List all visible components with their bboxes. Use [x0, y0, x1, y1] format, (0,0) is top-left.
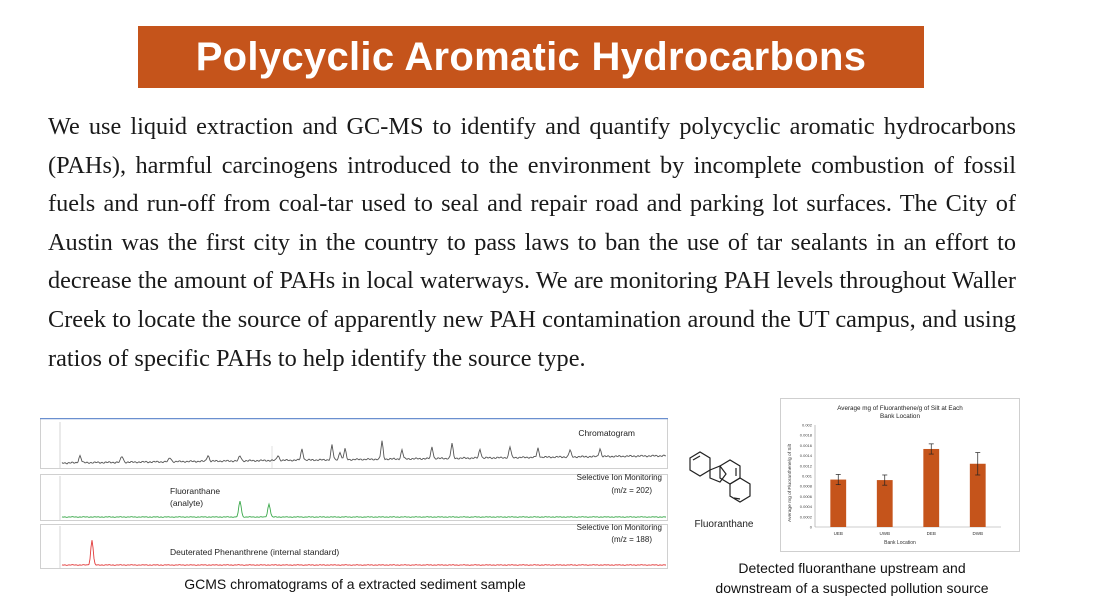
chromatogram-svg — [40, 418, 668, 570]
sim188-panel — [41, 525, 668, 569]
title-banner — [138, 26, 924, 88]
chart-title-line2: Bank Location — [880, 413, 920, 420]
chromatogram-figure — [40, 418, 668, 570]
tic-label: Chromatogram — [578, 428, 635, 438]
chart-y-tick-label: 0.0006 — [799, 493, 812, 499]
chart-x-axis-label: Bank Location — [884, 540, 916, 546]
chart-bar — [877, 480, 893, 527]
sim188-label-line1: Selective Ion Monitoring — [576, 523, 662, 532]
chart-y-tick-label: 0.0018 — [799, 432, 812, 438]
tic-panel — [41, 419, 668, 469]
chart-y-tick-label: 0.0008 — [799, 483, 812, 489]
chart-x-tick-label: UWB — [879, 531, 890, 536]
chart-y-tick-label: 0.002 — [801, 422, 812, 428]
bar-chart-svg — [781, 399, 1019, 551]
fluoranthane-peak-label-line2: (analyte) — [170, 498, 204, 508]
molecule-label: Fluoranthane — [694, 519, 754, 530]
chart-y-tick-label: 0.0016 — [799, 442, 812, 448]
chart-y-tick-label: 0.0004 — [799, 504, 812, 510]
body-paragraph: We use liquid extraction and GC-MS to identify and quantify polycyclic aromatic hydrocarbons (PAHs), harmful carcinogens introduced to the environment by incomplete combustion of fossil fuels and run-off from coal-tar used to seal and repair road and parking lot surfaces. The City of Austin was the first city in the country to pass laws to ban the use of tar sealants in an effort to decrease the amount of PAHs in local waterways. We are monitoring PAH levels throughout Waller Creek to locate the source of apparently new PAH contamination around the UT campus, and using ratios of specific PAHs to help identify the source type. — [48, 113, 1016, 372]
chart-x-tick-label: DEB — [926, 531, 936, 536]
phenanthrene-peak-label: Deuterated Phenanthrene (internal standard) — [170, 547, 340, 557]
bar-chart — [780, 398, 1020, 552]
chart-y-tick-label: 0.0014 — [799, 453, 812, 459]
chart-y-tick-label: 0.0002 — [799, 514, 812, 520]
chart-bar — [923, 449, 939, 527]
sim202-panel — [41, 475, 668, 521]
chart-y-tick-label: 0 — [809, 524, 812, 530]
sim188-label-line2: (m/z = 188) — [611, 535, 652, 544]
fluoranthene-structure-icon — [676, 438, 764, 508]
chart-y-tick-label: 0.0012 — [799, 463, 812, 469]
chart-title-line1: Average mg of Fluoranthene/g of Silt at Each — [837, 405, 963, 412]
sim202-label-line2: (m/z = 202) — [611, 486, 652, 495]
sim202-label-line1: Selective Ion Monitoring — [576, 473, 662, 482]
fluoranthane-peak-label-line1: Fluoranthane — [170, 486, 221, 496]
chart-x-tick-label: UEB — [833, 531, 843, 536]
chart-y-tick-label: 0.001 — [801, 473, 812, 479]
chromatogram-caption: GCMS chromatograms of a extracted sediment sample — [184, 576, 526, 592]
chart-bar — [830, 480, 846, 527]
chart-y-axis-label: Average mg of Fluoranthene/g of Silt — [788, 443, 793, 523]
bar-chart-caption-line1: Detected fluoranthane upstream and — [738, 560, 966, 576]
bar-chart-caption — [676, 558, 1028, 598]
chart-x-tick-label: DWB — [972, 531, 983, 536]
bar-chart-caption-line2: downstream of a suspected pollution source — [715, 580, 989, 596]
page-title: Polycyclic Aromatic Hydrocarbons — [195, 34, 867, 79]
